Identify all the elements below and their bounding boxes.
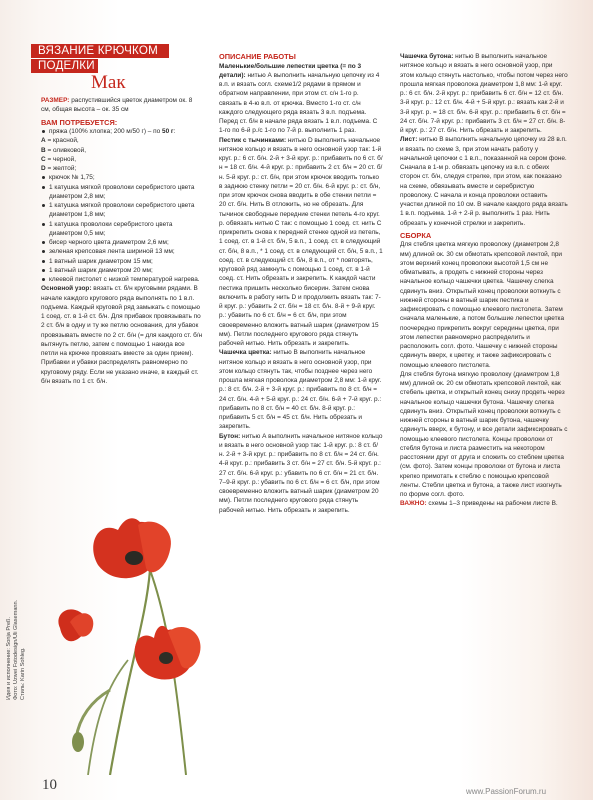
color-text: = оливковой,	[45, 146, 86, 154]
bud-paragraph	[219, 432, 383, 515]
color-letter: С	[41, 155, 46, 163]
material-item: бисер черного цвета диаметром 2,6 мм;	[41, 238, 203, 247]
basic-pattern-text: вязать ст. б/н круговыми рядами. В начале каждого кругового ряда выполнять по 1 в.п. подъема. Каждый круговой ряд замыкать с помощью 1 соед. ст. в 1-й ст. б/н. Для прибавок провязывать по 2 ст. б/н в одну и ту же петлю основания, для убавок провязывать вместе по 2 ст. б/н (= для каждого ст. б/н вытянуть петлю, затем с помощью 1 накида все петли на крючке провязать вместе за один прием). Прибавки и убавки распределять равномерно по круговому ряду. Если не указано иначе, в каждый ст. б/н вязать по 1 ст. б/н.	[41, 285, 203, 385]
important-label: ВАЖНО:	[400, 500, 427, 508]
bud-cup-label: Чашечка бутона:	[400, 53, 454, 60]
page-number: 10	[42, 777, 57, 793]
pistil-text: нитью D выполнить начальное нитяное кольцо и вязать в него основной узор так: 1-й круг. р.: 6 ст. б/н. 2-й + 3-й круг. р.: прибавить по 6 ст. б/н = 18 ст. б/н. 4-й круг. р.: прибавить 2 ст. б/н = 20 ст. б/н. 5-й круг. р.: ст. б/н, при этом крючок вводить только в заднюю стенку петли = 20 ст. б/н. 6-й круг. р.: ст. б/н, при этом крючок снова вводить в обе стенки петли = 20 ст. б/н. Нить В отложить, но не обрезать. Для тычинок свободные передние стенки петель 4-го круг. р. обвязать нитью С так: с помощью 1 соед. ст. нить С прикрепить снова к передней стенке одной из петель, 1 соед. ст. в 1-й ст. б/н, 5 в.п., 1 соед. ст. в следующий ст. б/н, 8 в.п., * 1 соед. ст. в следующий ст. б/н, 5 в.п., 1 соед. ст. в следующий ст. б/н, 8 в.п., от * повторять, круговой ряд замкнуть с помощью 1 соед. ст. в 1-й соед. ст. Нить обрезать и закрепить. К каждой части пестика пришить несколько бисерин. Затем снова включить в работу нить D и продолжить вязать так: 7-й круг. р.: убавить 2 ст. б/н = 18 ст. б/н. 8-й + 9-й круг. р.: убавить по 6 ст. б/н = 6 ст. б/н, при этом своевременно вложить ватный шарик (диаметром 15 мм). Петли последнего кругового ряда стянуть рабочей нитью. Нить обрезать и закрепить.	[219, 136, 383, 348]
credit-line: Стиль: Karin Sohleg.	[20, 647, 26, 700]
size-text: распустившийся цветок диаметром ок. 8 см, общая высота – ок. 35 см	[41, 97, 193, 114]
category-line-2: ПОДЕЛКИ	[31, 58, 98, 73]
petals-paragraph	[219, 62, 383, 136]
material-item: зеленая крепсовая лента шириной 13 мм;	[41, 247, 203, 256]
credit-line: Фото: Uzwei Fotodesign/Uli Glasemann.	[13, 599, 19, 700]
color-text: = желтой;	[45, 165, 77, 173]
watermark: www.PassionForum.ru	[466, 787, 547, 796]
leaf-label: Лист:	[400, 136, 418, 144]
credit-line: Идея и исполнение: Sonja Preß.	[6, 616, 12, 700]
important-note	[400, 499, 568, 508]
petals-label: Маленькие/большие лепестки цветка (= по 3 детали):	[219, 62, 362, 79]
column-1	[41, 96, 203, 386]
bud-cup-text: нитью В выполнить начальное нитяное кольцо и вязать в него основной узор, при этом кольцо стянуть настолько, чтобы потом через него прошла мягкая проволока диаметром 1,8 мм: 1-й круг. р.: 6 ст. б/н. 2-й круг. р.: прибавить 6 ст. б/н = 12 ст. б/н. 3-й круг. р.: 12 ст. б/н. 4-й + 5-й круг. р.: вязать как 2-й и 3-й круг. р. = 18 ст. б/н. 6-й круг. р.: прибавить 6 ст. б/н = 24 ст. б/н. 7-й круг. р.: прибавить 3 ст. б/н = 27 ст. б/н. 8-й круг. р.: 27 ст. б/н. Нить обрезать и закрепить.	[400, 53, 568, 134]
pistil-label: Пестик с тычинками:	[219, 136, 287, 144]
material-item: 1 ватный шарик диаметром 20 мм;	[41, 266, 203, 275]
material-item: клеевой пистолет с низкой температурой нагрева.	[41, 275, 203, 284]
page-title: Мак	[91, 72, 126, 93]
assembly-paragraph: Для стебля цветка мягкую проволоку (диаметром 2,8 мм) длиной ок. 30 см обмотать крепсовой лентой, при этом верхний конец проволоки высотой 1,5 см не обматывать, а продеть с нижней стороны через начальное кольцо чашечки цветка. Чашечку слегка сдвинуть вниз. Открытый конец проволоки воткнуть с нижней стороны в ватный шарик пестика и зафиксировать с помощью клеевого пистолета. Затем сначала маленькие, а потом большие лепестки цветка поочередно прикрепить вокруг середины цветка, при этом лепестки равномерно распределить и расположить согл. фото. Чашечку с нижней стороны сдвинуть вверх, к цветку, и также зафиксировать с помощью клеевого пистолета.	[400, 241, 565, 369]
category-line-1: ВЯЗАНИЕ КРЮЧКОМ	[31, 44, 169, 58]
category-banner	[31, 44, 169, 73]
color-line	[41, 164, 203, 173]
size-label: РАЗМЕР:	[41, 97, 70, 104]
cup-label: Чашечка цветка:	[219, 349, 272, 357]
assembly-paragraph: Для стебля бутона мягкую проволоку (диаметром 1,8 мм) длиной ок. 20 см обмотать крепсовой лентой, как стебель цветка, и открытый конец снизу продеть через начальное кольцо чашечки бутона. Чашечку слегка сдвинуть вниз. Открытый конец проволоки воткнуть с нижней стороны в ватный шарик бутона, чашечку сдвинуть вверх, к бутону, и все детали зафиксировать с помощью клеевого пистолета. Концы проволоки от стебля бутона и листа разместить на некотором расстоянии друг от друга и сложить со стеблем цветка (см. фото). Затем концы проволоки от бутона и листа крепко примотать к стеблю с помощью крепсовой ленты. Стебли цветка и бутона, а также лист изогнуть по форме согл. фото.	[400, 370, 568, 499]
basic-pattern-label: Основной узор:	[41, 285, 92, 293]
photo-credits	[6, 600, 27, 700]
color-line	[41, 155, 203, 164]
important-text: схемы 1–3 приведены на рабочем листе В.	[426, 500, 558, 508]
basic-pattern-paragraph	[41, 284, 203, 386]
color-text: = красной,	[45, 137, 79, 145]
color-line	[41, 146, 203, 155]
column-3	[400, 52, 568, 509]
material-item: 1 ватный шарик диаметром 15 мм;	[41, 257, 203, 266]
bud-label: Бутон:	[219, 432, 241, 440]
material-item: 1 катушка мягкой проволоки серебристого цвета диаметром 2,8 мм;	[41, 183, 203, 202]
color-letter: А	[41, 137, 46, 145]
color-text: = черной,	[45, 155, 77, 163]
yarn-amount: 50 г	[161, 128, 174, 136]
description-heading: ОПИСАНИЕ РАБОТЫ	[219, 52, 296, 61]
color-letter: В	[41, 146, 46, 154]
petals-text: нитью А выполнить начальную цепочку из 4 в.п. и вязать согл. схеме1/2 рядами в прямом и обратном направлении, при этом ст. с/н 1-го р. связать в 4-ю в.п. от крючка. Вместо 1-го ст. с/н каждого следующего ряда вязать 3 в.п. подъема. Перед ст. б/н в начале ряда вязать 1 в.п. подъема. С 1-го по 6-й р./с 1-го по 7-й р. выполнить 1 раз.	[219, 71, 380, 135]
leaf-paragraph	[400, 135, 568, 228]
material-item: крючок № 1,75;	[41, 173, 203, 182]
yarn-item	[41, 127, 203, 136]
cup-paragraph	[219, 348, 383, 431]
color-line	[41, 136, 203, 145]
column-2	[219, 52, 383, 515]
bud-text: нитью А выполнить начальное нитяное кольцо и вязать в него основной узор так: 1-й круг. р.: 8 ст. б/н. 2-й + 3-й круг. р.: прибавить по 8 ст. б/н = 24 ст. б/н. 4-й круг. р.: прибавить 3 ст. б/н = 27 ст. б/н. 5-й круг. р.: 27 ст. б/н. 6-й круг. р.: убавить по 6 ст. б/н = 21 ст. б/н. 7–9-й круг. р.: убавить по 6 ст. б/н = 6 ст. б/н, при этом своевременно вложить ватный шарик (диаметром 20 мм). Петли последнего кругового ряда стянуть рабочей нитью. Нить обрезать и закрепить.	[219, 432, 383, 514]
bud-cup-paragraph	[400, 52, 568, 135]
material-item: 1 катушка мягкой проволоки серебристого цвета диаметром 1,8 мм;	[41, 201, 203, 220]
size-paragraph	[41, 96, 203, 115]
leaf-text: нитью В выполнить начальную цепочку из 28 в.п. и вязать по схеме 3, при этом начать работу у начальной цепочки с 1 в.п., показанной на сером фоне. Сначала в 1-м р. обвязать цепочку из в.п. с обеих сторон ст. б/н, следуя стрелке, при этом, как показано на схеме, обвязывать вместе и серебристую проволоку. С начала и конца проволоки оставить участки длиной по 10 см. В начале каждого ряда вязать 1 в.п. подъема. 1-й + 2-й р. выполнить 1 раз. Нить обрезать у конечной стрелки и закрепить.	[400, 136, 568, 227]
yarn-prefix: пряжа (100% хлопка; 200 м/50 г) – по	[49, 128, 162, 136]
poppy-flower-photo	[58, 510, 218, 775]
yarn-suffix: :	[173, 128, 176, 136]
pistil-paragraph	[219, 136, 383, 349]
assembly-heading: СБОРКА	[400, 230, 432, 240]
materials-heading: ВАМ ПОТРЕБУЕТСЯ:	[41, 117, 118, 127]
color-letter: D	[41, 165, 46, 173]
material-item: 1 катушка проволоки серебристого цвета диаметром 0,5 мм;	[41, 220, 203, 239]
cup-text: нитью В выполнить начальное нитяное кольцо и вязать в него основной узор, при этом кольцо стянуть так, чтобы позднее через него прошла мягкая проволока диаметром 2,8 мм: 1-й круг. р.: 8 ст. б/н. 2-й + 3-й круг. р.: прибавить по 8 ст. б/н = 24 ст. б/н. 4-й + 5-й круг. р.: 24 ст. б/н. 6-й + 7-й круг. р.: прибавить по 8 ст. б/н = 40 ст. б/н. 8-й круг. р.: прибавить 5 ст. б/н = 45 ст. б/н. Нить обрезать и закрепить.	[219, 349, 382, 431]
